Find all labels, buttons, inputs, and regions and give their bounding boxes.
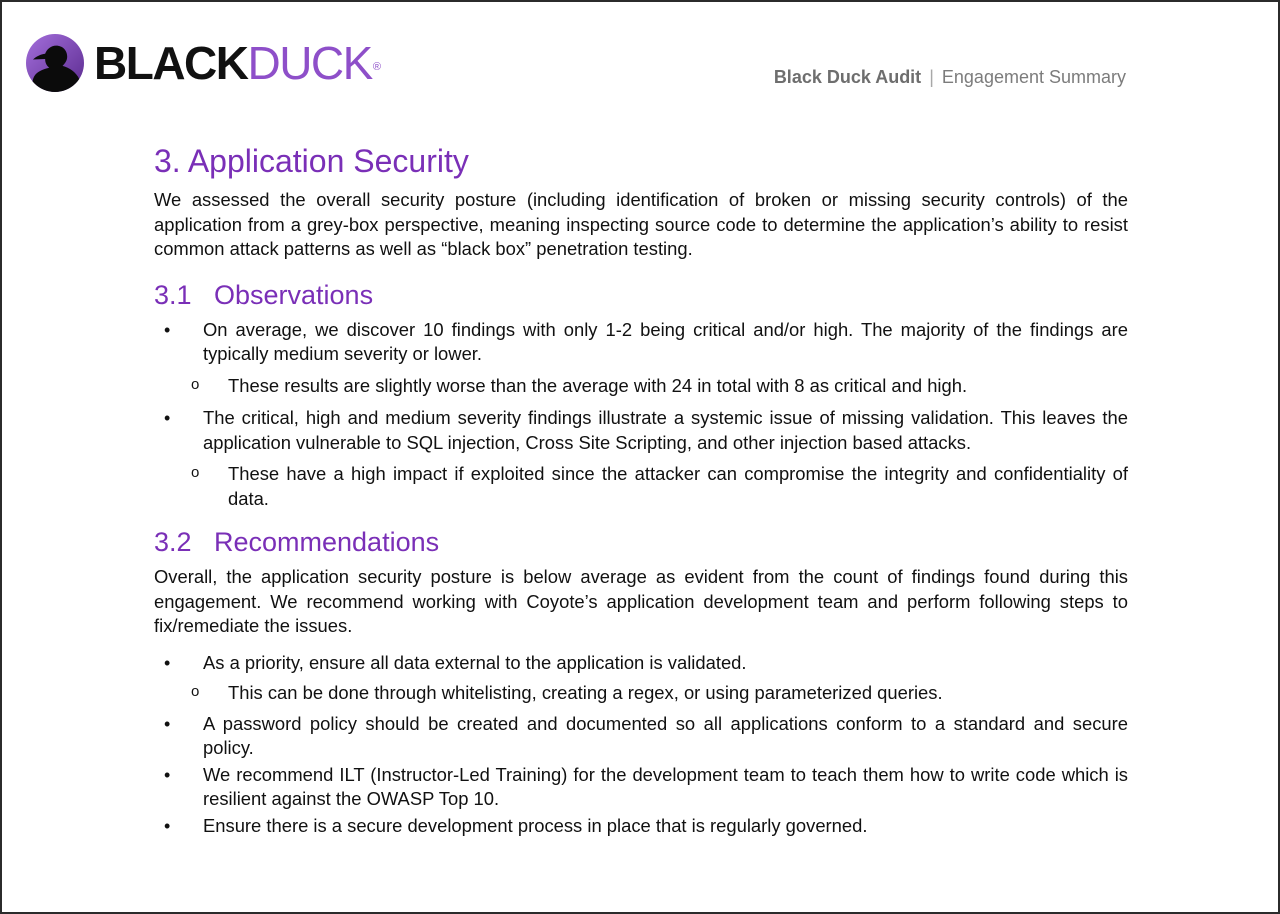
observations-number: 3.1: [154, 279, 192, 310]
document-content: [154, 142, 1128, 844]
observation-item: • The critical, high and medium severity findings illustrate a systemic issue of missing validation. This leaves the application vulnerable to SQL injection, Cross Site Scripting, and other injection based attacks.: [154, 406, 1128, 455]
recommendation-subitem: o This can be done through whitelisting, creating a regex, or using parameterized queries.: [154, 681, 1128, 706]
observation-subitem: o These results are slightly worse than the average with 24 in total with 8 as critical and high.: [154, 374, 1128, 399]
logo-wordmark: [94, 34, 379, 92]
section-heading: 3. Application Security: [154, 143, 469, 179]
recommendation-item: • Ensure there is a secure development process in place that is regularly governed.: [154, 814, 1128, 839]
recommendation-item: • We recommend ILT (Instructor-Led Training) for the development team to teach them how to write code which is resilient against the OWASP Top 10.: [154, 763, 1128, 812]
logo-word-black: BLACK: [94, 37, 248, 89]
recommendation-item: • As a priority, ensure all data external to the application is validated.: [154, 651, 1128, 676]
page-header: [774, 67, 1126, 88]
duck-logo-icon: [26, 34, 84, 92]
recommendations-intro: Overall, the application security posture is below average as evident from the count of findings found during this engagement. We recommend working with Coyote’s application development team and perform following steps to fix/remediate the issues.: [154, 566, 1128, 636]
observations-heading: [154, 278, 1128, 312]
section-intro: We assessed the overall security posture (including identification of broken or missing security controls) of the application from a grey-box perspective, meaning inspecting source code to determine the application’s ability to resist common attack patterns as well as “black box” penetration testing.: [154, 189, 1128, 259]
observation-subitem: o These have a high impact if exploited since the attacker can compromise the integrity and confidentiality of data.: [154, 462, 1128, 511]
logo-word-duck: DUCK: [247, 37, 372, 89]
observation-item: • On average, we discover 10 findings with only 1-2 being critical and/or high. The majority of the findings are typically medium severity or lower.: [154, 318, 1128, 367]
recommendations-title: Recommendations: [214, 527, 440, 557]
observations-title: Observations: [214, 279, 374, 310]
header-subtitle: Engagement Summary: [941, 67, 1126, 87]
observations-list: [154, 318, 1128, 512]
header-separator: |: [929, 67, 934, 87]
header-title: Black Duck Audit: [773, 67, 922, 87]
recommendations-heading: [154, 525, 1128, 559]
recommendation-item: • A password policy should be created and documented so all applications conform to a standard and secure policy.: [154, 712, 1128, 761]
recommendations-number: 3.2: [154, 527, 192, 557]
black-duck-logo: [26, 34, 379, 92]
registered-mark: ®: [372, 61, 380, 73]
recommendations-list: [154, 651, 1128, 839]
